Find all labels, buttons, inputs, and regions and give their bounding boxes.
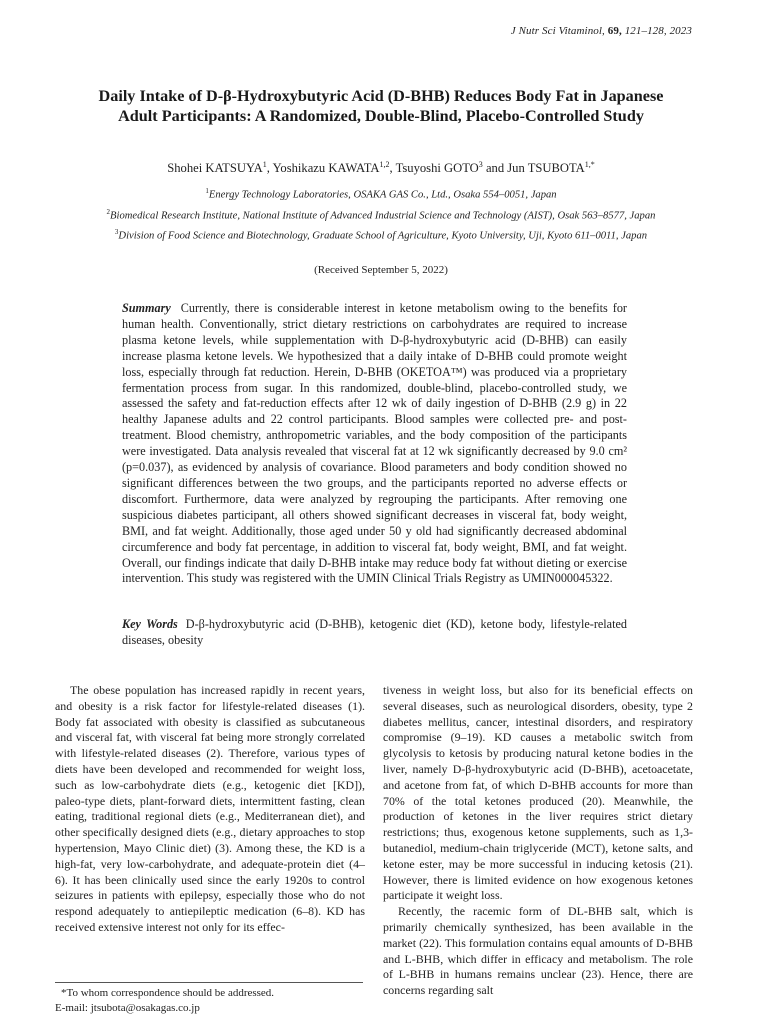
body-paragraph: The obese population has increased rapidly in recent years, and obesity is a risk factor for lifestyle-related diseases (1). Body fat associated with obesity is classified as subcutaneous and visceral fat, with visceral fat being more strongly correlated with lifestyle-related diseases (2). Therefore, various types of diets have been developed and recommended for weight loss, such as low-carbohydrate diets (e.g., ketogenic diet [KD]), paleo-type diets, plant-forward diets, intermittent fasting, clean eating, traditional regional diets (e.g., Mediterranean diet), and other specifically designed diets (e.g., dietary approaches to stop hypertension, Mayo Clinic diet) (3). Among these, the KD is a high-fat, very low-carbohydrate, and adequate-protein diet (4–6). It has been clinically used since the early 1920s to control seizures in patients with epilepsy, especially those who do not respond adequately to antiepileptic medication (6–8). KD has received extensive interest not only for its effec- [55,683,365,934]
affiliation-3: $^3$Division of Food Science and Biotechnology, Graduate School of Agriculture, Kyoto University, Uji, Kyoto 611–0011, Japan [114,228,648,242]
author-conjunction: and [485,161,505,176]
body-paragraph: tiveness in weight loss, but also for its beneficial effects on several diseases, such as neurological disorders, obesity, type 2 diabetes mellitus, cancer, intestinal disorders, and respiratory compromise (9–19). KD causes a metabolic switch from glycolysis to ketosis by producing natural ketone bodies in the liver, namely D-β-hydroxybutyric acid (D-BHB), acetoacetate, and acetone from fat, of which D-BHB accounts for more than 70% of the total ketones produced (20). Meanwhile, the production of ketones in the liver requires strict dietary restrictions; thus, exogenous ketone supplements, such as 1,3-butanediol, medium-chain triglyceride (MCT), ketone salts, and ketone ester, may be more successful in inducing ketosis (21). However, there is limited evidence on how exogenous ketones participate it weight loss. [383,683,693,903]
received-date: (Received September 5, 2022) [314,264,448,276]
affiliations [100,183,662,245]
author-list: Shohei KATSUYA$^1$, Yoshikazu KAWATA$^{1,2}$, Tsuyoshi GOTO$^3$ and Jun $TSUBOTA^{1,*}$ [167,160,595,176]
author-3-affil: 3 [478,160,483,169]
footnote-divider [55,982,363,983]
footnote [55,986,365,1015]
author-4: Jun TSUBOTA [507,161,585,176]
keywords-label: Key Words [122,617,178,631]
affiliation-1: $^1$Energy Technology Laboratories, OSAKA GAS Co., Ltd., Osaka 554–0051, Japan [205,187,557,201]
body-column-right [383,683,693,999]
journal-volume: 69, [607,25,622,37]
journal-citation [511,25,692,37]
abstract [122,301,627,587]
abstract-label: Summary [122,301,171,315]
author-2: Yoshikazu KAWATA [272,161,380,176]
paper-title: Daily Intake of D-β-Hydroxybutyric Acid (D-BHB) Reduces Body Fat in Japanese Adult Participants: A Randomized, Double-Blind, Placebo-Controlled Study [98,87,664,125]
abstract-text: Currently, there is considerable interest in ketone metabolism owing to the benefits for human health. Conventionally, strict dietary restrictions on carbohydrates are required to increase plasma ketone levels, while supplementation with D-β-hydroxybutyric acid (D-BHB) can easily increase plasma ketone levels. We hypothesized that a daily intake of D-BHB could promote weight loss, especially through fat reduction. Herein, D-BHB (OKETOA™) was produced via a proprietary fermentation process from sugar. In this randomized, double-blind, placebo-controlled study, we assessed the safety and fat-reduction effects after 12 wk of daily ingestion of D-BHB (2.9 g) in 22 healthy Japanese adults and 22 control participants. Blood samples were collected pre- and post-treatment. Blood chemistry, anthropometric variables, and the body composition of the participants were investigated. Data analysis revealed that visceral fat at 12 wk significantly decreased by 9.0 cm² (p=0.037), as evidenced by analysis of covariance. Blood parameters and body condition showed no significant differences between the two groups, and the participants reported no adverse effects or discomfort. Furthermore, data were analyzed by regrouping the participants. After removing one suspicious diabetes participant, all others showed significant decreases in visceral fat, body weight, BMI, and fat weight. Additionally, those aged under 50 y old had significantly decreased abdominal circumference and body fat percentage, in addition to visceral fat, body weight, BMI, and fat weight. Overall, our findings indicate that daily D-BHB intake may reduce body fat without dieting or exercise intervention. This study was registered with the UMIN Clinical Trials Registry as UMIN000045322. [122,301,627,586]
correspondence-note: *To whom correspondence should be addressed. [61,987,275,999]
author-1: Shohei KATSUYA [167,161,263,176]
correspondence-email: E-mail: jtsubota@osakagas.co.jp [55,1001,200,1014]
keywords-text: D-β-hydroxybutyric acid (D-BHB), ketogenic diet (KD), ketone body, lifestyle-related diseases, obesity [122,617,627,647]
affiliation-2: $^2$Biomedical Research Institute, National Institute of Advanced Industrial Science and Technology (AIST), Osak 563–8577, Japan [106,207,656,222]
author-2-affil: 1,2 [379,160,390,169]
author-4-affil: 1,* [584,160,595,169]
body-column-left [55,683,365,936]
author-3: Tsuyoshi GOTO [395,161,479,176]
journal-name: J Nutr Sci Vitaminol, [510,25,605,37]
keywords [122,617,627,649]
body-paragraph: Recently, the racemic form of DL-BHB salt, which is primarily chemically synthesized, has been available in the market (22). This formulation contains equal amounts of D-BHB and L-BHB, which differ in efficacy and metabolism. The role of L-BHB in humans remains unclear (23). Hence, there are concerns regarding salt [383,904,693,998]
journal-pages: 121–128, 2023 [624,25,692,37]
author-1-affil: 1 [262,160,267,169]
